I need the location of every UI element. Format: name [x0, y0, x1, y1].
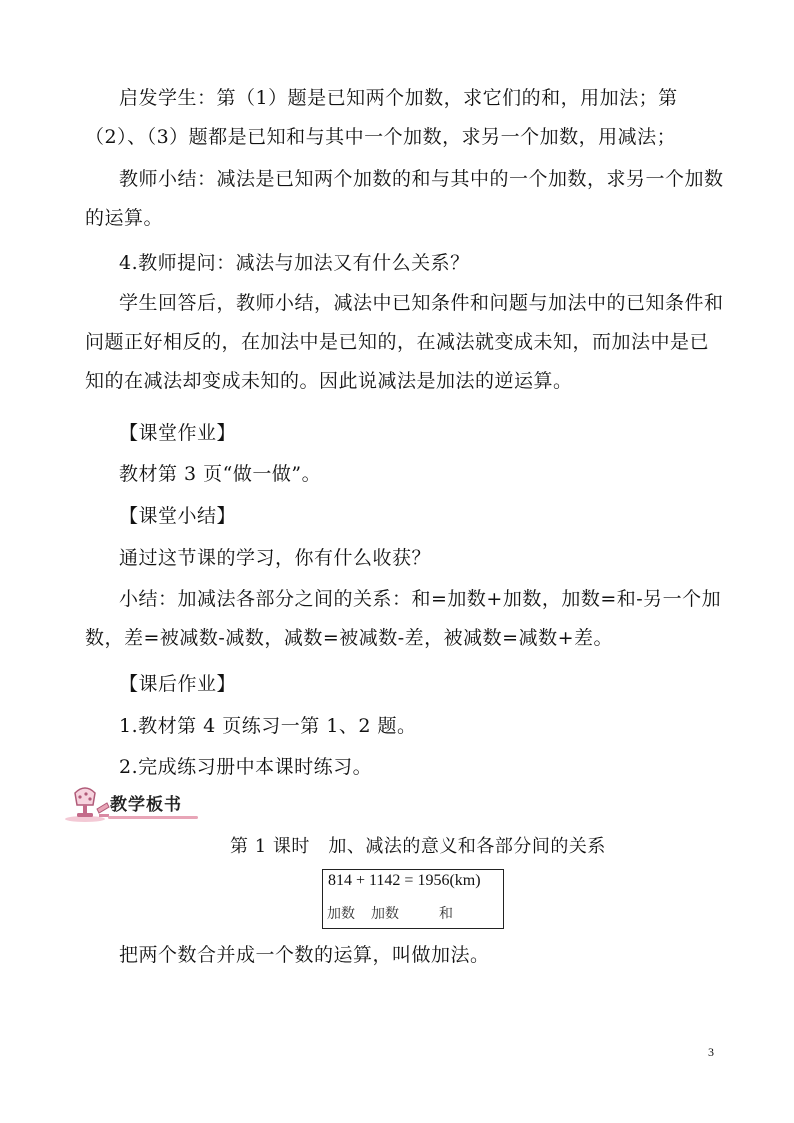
- label-addend-1: 加数: [327, 906, 355, 922]
- heading-homework: 【课后作业】: [119, 673, 237, 695]
- lamp-icon: [63, 783, 113, 823]
- board-banner: [63, 783, 203, 823]
- banner-label: 教学板书: [110, 795, 182, 815]
- label-addend-2: 加数: [371, 906, 399, 922]
- page-number: 3: [708, 1045, 714, 1059]
- paragraph-student-answer: 学生回答后，教师小结，减法中已知条件和问题与加法中的已知条件和问题正好相反的，在加法中是已知的，在减法就变成未知，而加法中是已知的在减法却变成未知的。因此说减法是加法的逆运算。: [85, 292, 724, 392]
- paragraph-guide-students: 启发学生：第（1）题是已知两个加数，求它们的和，用加法；第（2）、（3）题都是已知和与其中一个加数，求另一个加数，用减法；: [85, 87, 678, 148]
- paragraph-harvest: 通过这节课的学习，你有什么收获？: [119, 547, 432, 569]
- board-equation-box: [322, 869, 504, 929]
- paragraph-relations: 小结：加减法各部分之间的关系：和=加数+加数，加数=和-另一个加数，差=被减数-减数，减数=被减数-差，被减数=减数+差。: [85, 588, 722, 649]
- label-sum: 和: [439, 906, 453, 922]
- board-title: 第 1 课时 加、减法的意义和各部分间的关系: [230, 836, 606, 857]
- paragraph-teacher-question: 4.教师提问：减法与加法又有什么关系？: [119, 252, 470, 274]
- paragraph-classwork: 教材第 3 页“做一做”。: [119, 463, 322, 485]
- heading-classwork: 【课堂作业】: [119, 422, 237, 444]
- banner-underline: [108, 816, 198, 819]
- paragraph-addition-definition: 把两个数合并成一个数的运算，叫做加法。: [119, 944, 490, 966]
- paragraph-teacher-summary: 教师小结：减法是已知两个加数的和与其中的一个加数，求另一个加数的运算。: [85, 168, 724, 229]
- homework-item-2: 2.完成练习册中本课时练习。: [119, 756, 373, 778]
- board-equation: 814 + 1142 = 1956(km): [328, 872, 481, 889]
- heading-class-summary: 【课堂小结】: [119, 505, 237, 527]
- homework-item-1: 1.教材第 4 页练习一第 1、2 题。: [119, 715, 417, 737]
